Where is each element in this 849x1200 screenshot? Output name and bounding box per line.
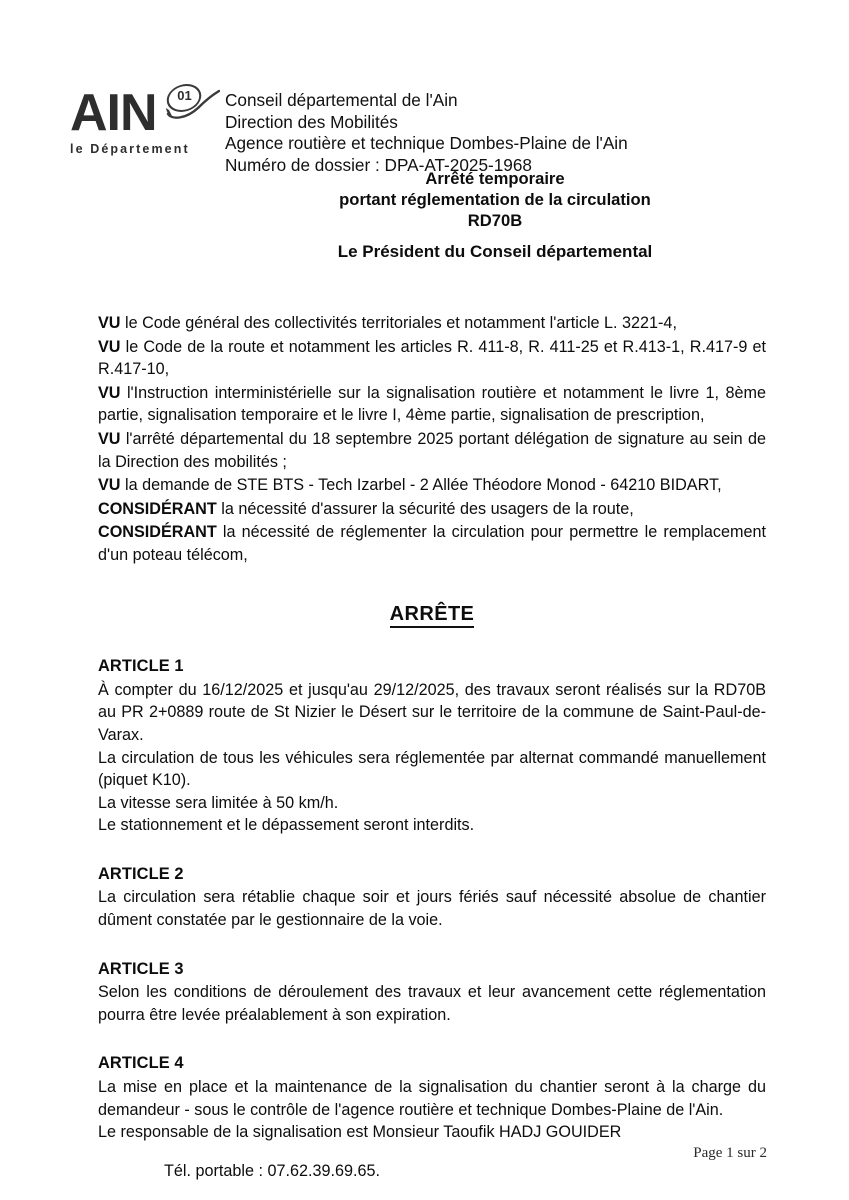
article-1-paragraph-2: La circulation de tous les véhicules sera réglementée par alternat commandé manuellement (piquet K10).	[98, 748, 766, 790]
signing-authority-title: Le Président du Conseil départemental	[337, 242, 653, 261]
preamble-vu-3-text: l'Instruction interministérielle sur la signalisation routière et notamment le livre 1, 8ème partie, signalisation temporaire et le livre I, 4ème partie, signalisation de prescription,	[98, 383, 766, 425]
preamble-keyword-vu: VU	[98, 476, 121, 495]
document-title	[225, 168, 765, 231]
preamble-keyword-considerant: CONSIDÉRANT	[98, 523, 217, 542]
title-line-type: Arrêté temporaire	[425, 169, 565, 188]
header-line-agency: Agence routière et technique Dombes-Plaine de l'Ain	[225, 133, 628, 153]
preamble-vu-3	[98, 382, 766, 427]
preamble-considerant-2	[98, 521, 766, 566]
article-heading-4: ARTICLE 4	[98, 1054, 184, 1073]
preamble-vu-5-text: la demande de STE BTS - Tech Izarbel - 2 Allée Théodore Monod - 64210 BIDART,	[120, 476, 722, 495]
preamble-vu-1	[98, 312, 766, 335]
preamble-vu-4-text: l'arrêté départemental du 18 septembre 2025 portant délégation de signature au sein de la Direction des mobilités ;	[98, 429, 766, 471]
preamble-vu-1-text: le Code général des collectivités territoriales et notamment l'article L. 3221-4,	[120, 314, 677, 332]
article-heading-1: ARTICLE 1	[98, 657, 184, 676]
article-1-paragraph-1: À compter du 16/12/2025 et jusqu'au 29/12/2025, des travaux seront réalisés sur la RD70B au PR 2+0889 route de St Nizier le Désert sur le territoire de la commune de Saint-Paul-de-Varax.	[98, 680, 766, 744]
article-section-1	[98, 655, 766, 837]
article-3-paragraph-1: Selon les conditions de déroulement des travaux et leur avancement cette réglementation pourra être levée préalablement à son expiration.	[98, 983, 766, 1024]
decision-heading-text: ARRÊTE	[390, 603, 475, 628]
logo-tagline: le Département	[70, 142, 190, 156]
preamble-keyword-vu: VU	[98, 383, 121, 402]
title-line-subject: portant réglementation de la circulation	[339, 190, 651, 209]
preamble-considerant-2-text: la nécessité de réglementer la circulation pour permettre le remplacement d'un poteau télécom,	[98, 523, 766, 564]
preamble-vu-2	[98, 336, 766, 381]
article-section-3	[98, 958, 766, 1027]
article-heading-3: ARTICLE 3	[98, 959, 184, 978]
logo-wordmark: AIN	[70, 84, 157, 142]
preamble-keyword-vu: VU	[98, 337, 121, 356]
document-body	[98, 312, 766, 1199]
preamble-keyword-vu: VU	[98, 314, 121, 332]
preamble-keyword-considerant: CONSIDÉRANT	[98, 499, 217, 518]
document-header	[0, 86, 849, 176]
preamble-considerant-1	[98, 498, 766, 521]
article-2-paragraph-1: La circulation sera rétablie chaque soir et jours fériés sauf nécessité absolue de chantier dûment constatée par le gestionnaire de la voie.	[98, 888, 766, 930]
preamble-considerant-1-text: la nécessité d'assurer la sécurité des usagers de la route,	[216, 499, 634, 518]
preamble-vu-2-text: le Code de la route et notamment les articles R. 411-8, R. 411-25 et R.413-1, R.417-9 et R.417-10,	[98, 337, 766, 379]
logo-badge-number: 01	[177, 88, 192, 103]
preamble-vu-4	[98, 428, 766, 473]
title-line-road: RD70B	[467, 211, 523, 230]
article-section-2	[98, 863, 766, 932]
preamble-vu-5	[98, 474, 766, 497]
preamble-keyword-vu: VU	[98, 429, 121, 448]
page-number-footer: Page 1 sur 2	[693, 1145, 767, 1161]
article-4-paragraph-1: La mise en place et la maintenance de la signalisation du chantier seront à la charge du demandeur - sous le contrôle de l'agence routière et technique Dombes-Plaine de l'Ain.	[98, 1078, 766, 1119]
header-line-dossier-number: Numéro de dossier : DPA-AT-2025-1968	[225, 154, 532, 175]
article-4-paragraph-2: Le responsable de la signalisation est Monsieur Taoufik HADJ GOUIDER	[98, 1123, 622, 1142]
decision-heading	[98, 603, 766, 626]
header-line-direction: Direction des Mobilités	[225, 111, 398, 132]
article-heading-2: ARTICLE 2	[98, 864, 184, 883]
article-section-4	[98, 1052, 766, 1182]
article-1-paragraph-3: La vitesse sera limitée à 50 km/h.	[98, 793, 339, 812]
ain-department-logo	[68, 86, 218, 156]
article-1-paragraph-4: Le stationnement et le dépassement seront interdits.	[98, 816, 475, 835]
issuing-authority-block	[225, 86, 628, 176]
article-4-phone-line: Tél. portable : 07.62.39.69.65.	[164, 1162, 380, 1180]
header-line-council: Conseil départemental de l'Ain	[225, 90, 458, 110]
